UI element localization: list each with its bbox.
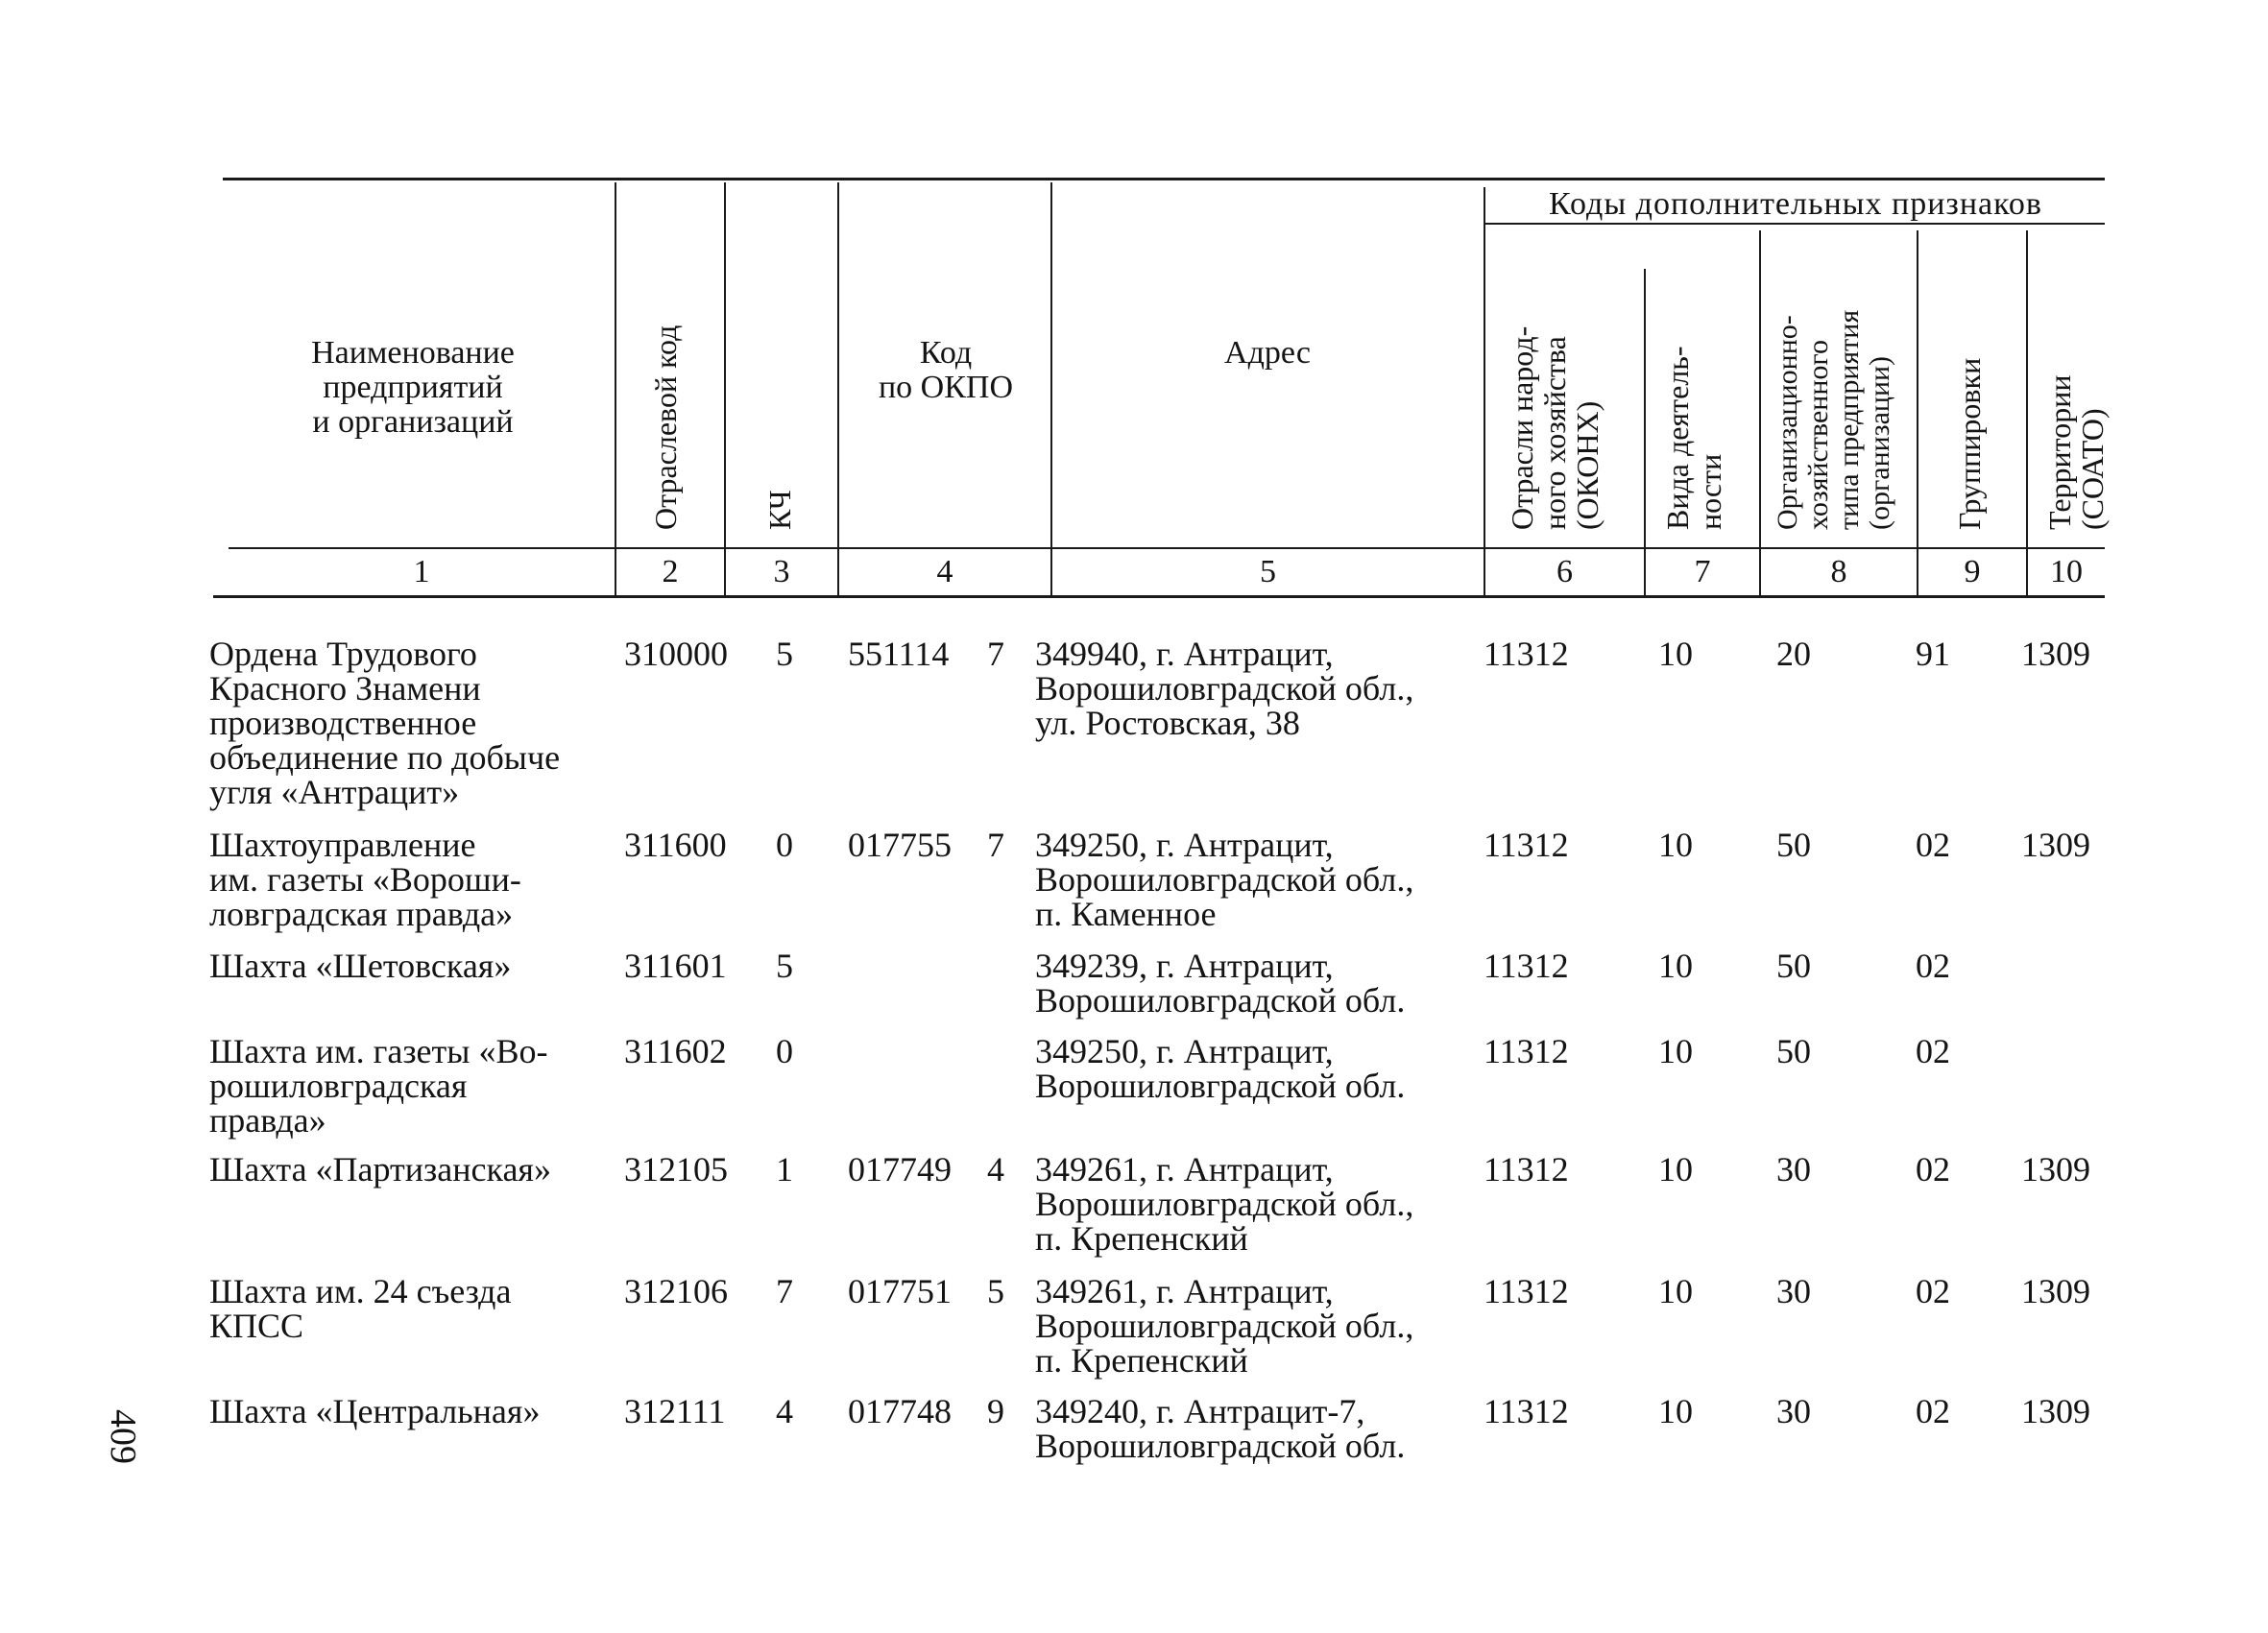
header-branch-code: Отраслевой код <box>648 324 683 530</box>
header-extra-group: Коды дополнительных признаков <box>1549 186 2042 222</box>
row-7-activity: 10 <box>1658 1392 1693 1430</box>
row-1-okpo-check: 7 <box>987 635 1004 673</box>
row-4-grouping: 02 <box>1916 1032 1950 1070</box>
divider-7 <box>1759 230 1761 595</box>
row-7-okonh: 11312 <box>1484 1392 1569 1430</box>
header-name-line-1: Наименование <box>311 335 515 371</box>
row-4-okonh: 11312 <box>1484 1032 1569 1070</box>
column-number-6: 6 <box>1556 554 1573 589</box>
row-6-org-type: 30 <box>1776 1272 1811 1310</box>
divider-1 <box>615 182 616 595</box>
row-5-name: Шахта «Партизанская» <box>209 1150 551 1189</box>
row-2-okonh: 11312 <box>1484 826 1569 864</box>
header-groupings: Группировки <box>1952 357 1987 530</box>
row-7-okpo-check: 9 <box>987 1392 1004 1430</box>
row-7-kch: 4 <box>776 1392 793 1430</box>
divider-5 <box>1484 187 1485 595</box>
row-5-okpo-check: 4 <box>987 1150 1004 1189</box>
row-7-grouping: 02 <box>1916 1392 1950 1430</box>
row-2-name: Шахтоуправление им. газеты «Вороши- ловградская правда» <box>209 826 521 933</box>
divider-4 <box>1050 182 1052 595</box>
divider-6 <box>1644 269 1646 595</box>
row-1-org-type: 20 <box>1776 635 1811 673</box>
row-3-kch: 5 <box>776 947 793 985</box>
column-number-8: 8 <box>1830 554 1847 589</box>
row-3-org-type: 50 <box>1776 947 1811 985</box>
row-1-okpo: 551114 <box>848 635 950 673</box>
row-2-code: 311600 <box>624 826 727 864</box>
row-4-kch: 0 <box>776 1032 793 1070</box>
row-7-code: 312111 <box>624 1392 726 1430</box>
row-5-okonh: 11312 <box>1484 1150 1569 1189</box>
column-number-4: 4 <box>936 554 953 589</box>
column-numbers-top-rule <box>229 547 2105 549</box>
divider-9 <box>2026 230 2028 595</box>
row-5-grouping: 02 <box>1916 1150 1950 1189</box>
row-6-kch: 7 <box>776 1272 793 1310</box>
row-1-activity: 10 <box>1658 635 1693 673</box>
row-1-grouping: 91 <box>1916 635 1950 673</box>
row-7-address: 349240, г. Антрацит-7, Ворошиловградской обл. <box>1035 1392 1406 1465</box>
row-6-okpo-check: 5 <box>987 1272 1004 1310</box>
row-5-activity: 10 <box>1658 1150 1693 1189</box>
column-number-1: 1 <box>413 554 430 589</box>
header-address: Адрес <box>1224 335 1311 371</box>
header-okpo-line-2: по ОКПО <box>878 370 1014 405</box>
row-5-okpo: 017749 <box>848 1150 952 1189</box>
row-1-name: Ордена Трудового Красного Знамени производственное объединение по добыче угля «Антрацит» <box>209 635 561 811</box>
column-number-5: 5 <box>1260 554 1276 589</box>
row-6-code: 312106 <box>624 1272 728 1310</box>
row-3-name: Шахта «Шетовская» <box>209 947 512 985</box>
row-1-kch: 5 <box>776 635 793 673</box>
row-2-territory: 1309 <box>2021 826 2090 864</box>
header-bottom-rule <box>213 595 2105 598</box>
row-2-okpo-check: 7 <box>987 826 1004 864</box>
row-5-kch: 1 <box>776 1150 793 1189</box>
row-3-code: 311601 <box>624 947 727 985</box>
divider-3 <box>837 182 839 595</box>
row-2-address: 349250, г. Антрацит, Ворошиловградской обл., п. Каменное <box>1035 826 1414 933</box>
row-2-kch: 0 <box>776 826 793 864</box>
row-6-activity: 10 <box>1658 1272 1693 1310</box>
row-6-address: 349261, г. Антрацит, Ворошиловградской обл., п. Крепенский <box>1035 1272 1414 1380</box>
row-1-address: 349940, г. Антрацит, Ворошиловградской обл., ул. Ростовская, 38 <box>1035 635 1414 742</box>
row-5-territory: 1309 <box>2021 1150 2090 1189</box>
row-3-address: 349239, г. Антрацит, Ворошиловградской обл. <box>1035 947 1406 1020</box>
row-4-address: 349250, г. Антрацит, Ворошиловградской обл. <box>1035 1032 1406 1105</box>
row-7-okpo: 017748 <box>848 1392 952 1430</box>
row-2-okpo: 017755 <box>848 826 952 864</box>
row-4-name: Шахта им. газеты «Во- рошиловградская правда» <box>209 1032 548 1140</box>
row-3-okonh: 11312 <box>1484 947 1569 985</box>
header-kch: КЧ <box>762 490 797 530</box>
header-territory: Территории (СОАТО) <box>2042 374 2110 530</box>
row-5-code: 312105 <box>624 1150 728 1189</box>
header-okpo <box>845 336 1047 405</box>
row-2-grouping: 02 <box>1916 826 1950 864</box>
page-number: 409 <box>103 1409 143 1464</box>
row-6-okpo: 017751 <box>848 1272 952 1310</box>
row-1-code: 310000 <box>624 635 728 673</box>
extra-group-underline <box>1484 223 2105 225</box>
column-number-9: 9 <box>1964 554 1981 589</box>
row-4-activity: 10 <box>1658 1032 1693 1070</box>
row-6-name: Шахта им. 24 съезда КПСС <box>209 1272 512 1345</box>
header-name-line-2: предприятий <box>323 370 503 405</box>
row-5-org-type: 30 <box>1776 1150 1811 1189</box>
row-7-org-type: 30 <box>1776 1392 1811 1430</box>
row-7-name: Шахта «Центральная» <box>209 1392 541 1430</box>
row-7-territory: 1309 <box>2021 1392 2090 1430</box>
column-number-2: 2 <box>662 554 679 589</box>
divider-2 <box>724 182 726 595</box>
column-number-3: 3 <box>773 554 790 589</box>
header-name <box>240 336 586 440</box>
column-number-7: 7 <box>1694 554 1711 589</box>
column-number-10: 10 <box>2050 554 2083 589</box>
row-2-org-type: 50 <box>1776 826 1811 864</box>
row-6-grouping: 02 <box>1916 1272 1950 1310</box>
header-okonh: Отрасли народ- ного хозяйства (ОКОНХ) <box>1505 325 1604 530</box>
row-4-org-type: 50 <box>1776 1032 1811 1070</box>
row-2-activity: 10 <box>1658 826 1693 864</box>
row-6-territory: 1309 <box>2021 1272 2090 1310</box>
header-activity: Вида деятель- ности <box>1660 346 1727 530</box>
table-top-rule <box>223 178 2105 180</box>
header-okpo-line-1: Код <box>919 335 973 371</box>
divider-8 <box>1917 230 1918 595</box>
row-1-territory: 1309 <box>2021 635 2090 673</box>
row-1-okonh: 11312 <box>1484 635 1569 673</box>
row-4-code: 311602 <box>624 1032 727 1070</box>
header-org-type: Организационно- хозяйственного типа предприятия (организации) <box>1772 309 1895 530</box>
row-3-activity: 10 <box>1658 947 1693 985</box>
header-name-line-3: и организаций <box>312 404 514 440</box>
row-3-grouping: 02 <box>1916 947 1950 985</box>
row-6-okonh: 11312 <box>1484 1272 1569 1310</box>
row-5-address: 349261, г. Антрацит, Ворошиловградской обл., п. Крепенский <box>1035 1150 1414 1258</box>
